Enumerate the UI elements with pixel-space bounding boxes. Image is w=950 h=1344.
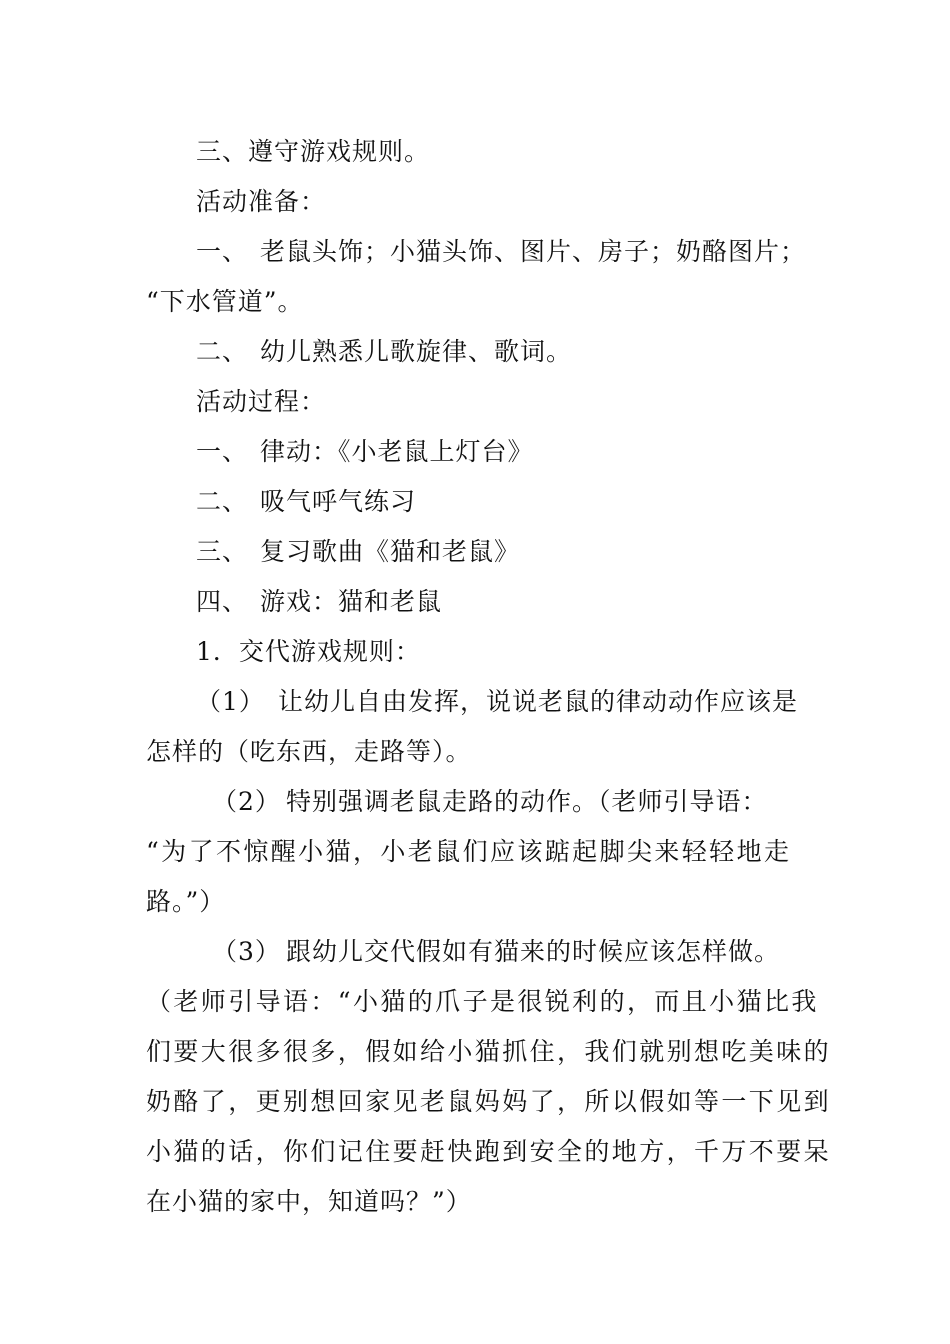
list-label: 一、 — [196, 237, 249, 266]
preparation-item-1-continued: “下水管道”。 — [146, 287, 304, 316]
process-item-4 — [196, 587, 442, 617]
list-label: 一、 — [196, 437, 249, 466]
list-text: 复习歌曲《猫和老鼠》 — [260, 537, 521, 566]
list-text: 游戏：猫和老鼠 — [260, 587, 443, 616]
list-label: 二、 — [196, 337, 249, 366]
preparation-item-1 — [196, 237, 806, 267]
section-heading-preparation: 活动准备： — [196, 187, 327, 216]
process-item-2 — [196, 487, 416, 517]
list-label: 四、 — [196, 587, 249, 616]
rule-sub-3-line-3: 们要大很多很多，假如给小猫抓住，我们就别想吃美味的 — [146, 1037, 832, 1066]
rule-sub-3-line-4: 奶酪了，更别想回家见老鼠妈妈了，所以假如等一下见到 — [146, 1087, 832, 1116]
rule-sub-1 — [196, 687, 798, 717]
process-item-3 — [196, 537, 520, 567]
list-text: 老鼠头饰；小猫头饰、图片、房子；奶酪图片； — [260, 237, 807, 266]
process-item-1 — [196, 437, 534, 467]
sub-text: 让幼儿自由发挥，说说老鼠的律动动作应该是 — [278, 687, 799, 716]
rule-sub-3-line-5: 小猫的话，你们记住要赶快跑到安全的地方，千万不要呆 — [146, 1137, 832, 1166]
rule-sub-2-continued: “为了不惊醒小猫，小老鼠们应该踮起脚尖来轻轻地走 — [146, 837, 792, 866]
sub-label: （1） — [196, 687, 265, 716]
sub-label: （2） — [212, 787, 281, 816]
rule-sub-2 — [212, 787, 768, 817]
list-text: 吸气呼气练习 — [260, 487, 417, 516]
list-label: 三、 — [196, 537, 249, 566]
section-heading-process: 活动过程： — [196, 387, 327, 416]
sub-label: （3） — [212, 937, 281, 966]
preparation-item-2 — [196, 337, 572, 367]
rule-sub-3-line-6: 在小猫的家中，知道吗？”） — [146, 1187, 472, 1216]
rule-sub-1-continued: 怎样的（吃东西，走路等）。 — [146, 737, 472, 766]
sub-text: 跟幼儿交代假如有猫来的时候应该怎样做。 — [286, 937, 781, 966]
list-label: 二、 — [196, 487, 249, 516]
list-text: 幼儿熟悉儿歌旋律、歌词。 — [260, 337, 573, 366]
rule-item-3: 三、遵守游戏规则。 — [196, 137, 431, 166]
sub-text: 特别强调老鼠走路的动作。（老师引导语： — [286, 787, 768, 816]
list-text: 律动：《小老鼠上灯台》 — [260, 437, 534, 466]
rule-sub-3-line-2: （老师引导语：“小猫的爪子是很锐利的，而且小猫比我 — [146, 987, 819, 1016]
rule-sub-3 — [212, 937, 780, 967]
rule-sub-2-end: 路。”） — [146, 887, 226, 916]
game-rules-heading: 1．交代游戏规则： — [196, 637, 421, 666]
